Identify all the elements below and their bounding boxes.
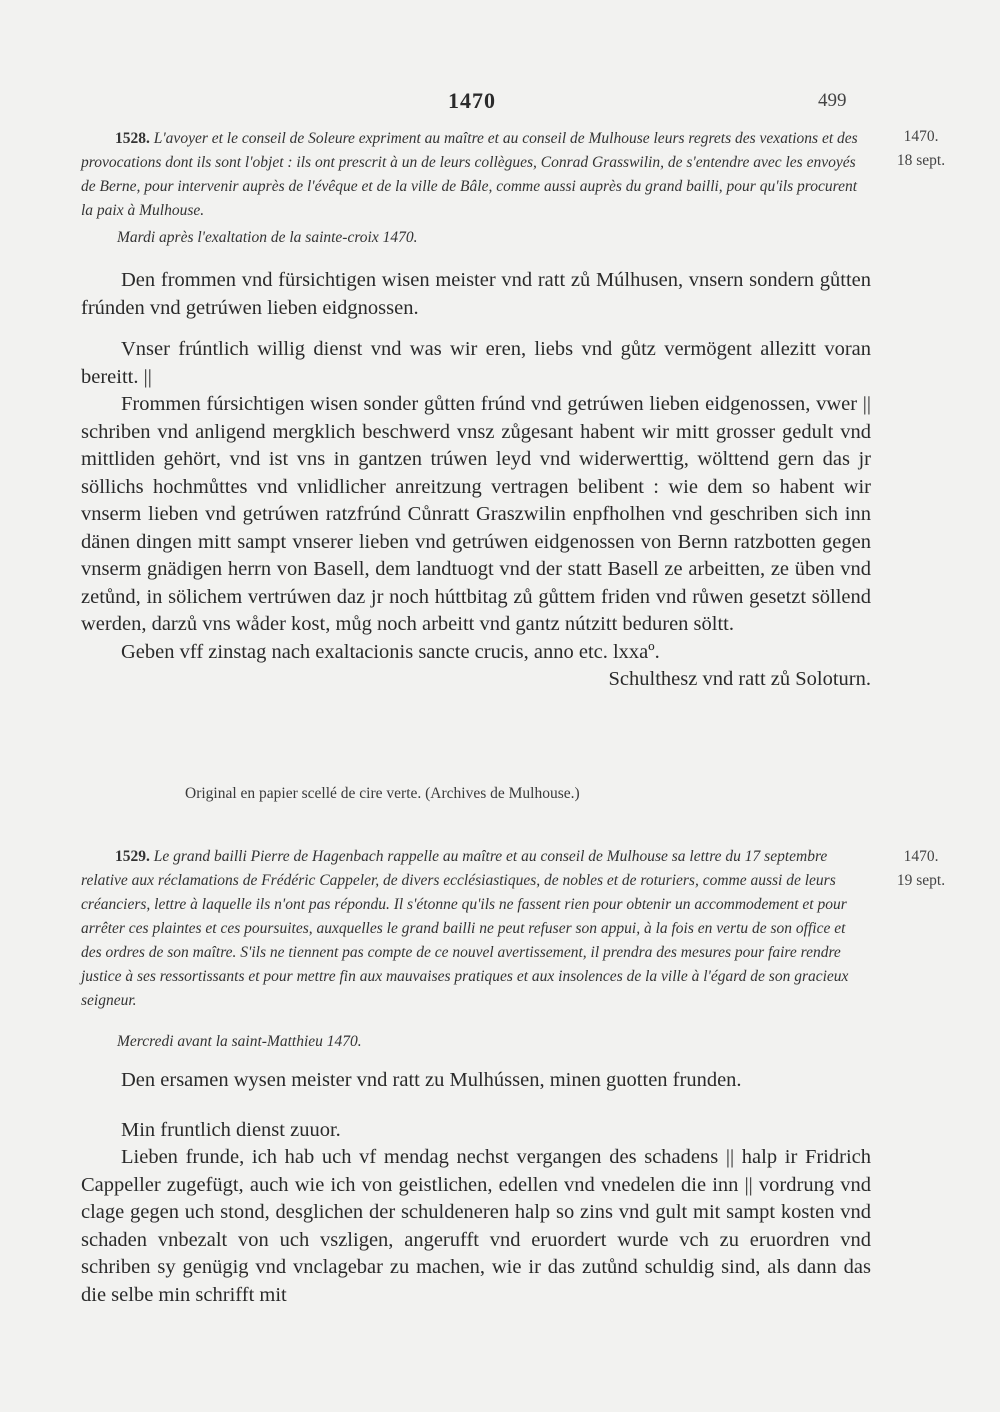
letter-address: Den ersamen wysen meister vnd ratt zu Mulhússen, minen guotten frunden. xyxy=(121,1069,742,1091)
document-number: 1529. xyxy=(115,848,150,865)
summary-1528 xyxy=(81,127,866,223)
letter-greeting: Vnser frúntlich willig dienst vnd was wir eren, liebs vnd gůtz vermögent allezitt voran bereitt. || xyxy=(81,338,871,388)
document-number: 1528. xyxy=(115,130,150,147)
margin-year: 1470. xyxy=(903,848,939,865)
letter-body: Frommen fúrsichtigen wisen sonder gůtten frúnd vnd getrúwen lieben eidgenossen, vwer || schriben vnd anligend mergklich beschwerd vnsz zůgesant habent wir mitt grosser gedult vnd mittliden gehört, vnd ist vns in gantzen trúwen leyd vnd widerwerttig, wölttend gern das jr söllichs hochmůttes vnd vnlidlicher anreitzung vertragen belibent : wie dem so habent wir vnserm lieben vnd getrúwen ratzfrúnd Cůnratt Graszwilin enpfholhen vnd geschriben sich inn dänen dingen mitt sampt vnserer lieben vnd getrúwen eidgenossen von Bernn ratzbotten gegen vnserm gnädigen herrn von Basell, dem landtuogt vnd der statt Basell ze arbeitten, ze üben vnd zetůnd, in sölichem vertrúwen daz jr noch húttbitag zů gůttem friden vnd růwen gesetzt söllend werden, darzů vns wåder kost, můg noch arbeitt vnd gantz nútzitt beduren söltt. xyxy=(81,393,871,635)
margin-year: 1470. xyxy=(903,128,939,145)
summary-text: L'avoyer et le conseil de Soleure expriment au maître et au conseil de Mulhouse leurs regrets des vexations et des provocations dont ils sont l'objet : ils ont prescrit à un de leurs collègues, Conrad Grasswilin, de s'entendre avec les envoyés de Berne, pour intervenir auprès de l'évêque et de la ville de Bâle, comme aussi auprès du grand bailli, pour qu'ils procurent la paix à Mulhouse. xyxy=(81,130,858,219)
margin-date-1529 xyxy=(886,845,956,893)
letter-greeting: Min fruntlich dienst zuuor. xyxy=(121,1118,341,1141)
date-line-1529: Mercredi avant la saint-Matthieu 1470. xyxy=(117,1033,362,1050)
source-note-1528: Original en papier scellé de cire verte. (Archives de Mulhouse.) xyxy=(185,785,580,802)
letter-1529 xyxy=(81,1067,871,1309)
margin-date-1528 xyxy=(886,125,956,173)
margin-day: 18 sept. xyxy=(896,152,946,169)
page-number: 499 xyxy=(818,90,847,111)
letter-signature: Schulthesz vnd ratt zů Soloturn. xyxy=(608,668,871,690)
summary-text: Le grand bailli Pierre de Hagenbach rappelle au maître et au conseil de Mulhouse sa lettre du 17 septembre relative aux réclamations de Frédéric Cappeler, de divers ecclésiastiques, de nobles et de roturiers, comme aussi de leurs créanciers, lettre à laquelle ils n'ont pas répondu. Il s'étonne qu'ils ne fassent rien pour obtenir un accommodement et pour arrêter ces plaintes et ces poursuites, auxquelles le grand bailli ne peut refuser son appui, à la fois en vertu de son office et des ordres de son maître. S'ils ne tiennent pas compte de ce nouvel avertissement, il prendra des mesures pour faire rendre justice à ses ressortissants et pour mettre fin aux mauvaises pratiques et aux insolences de la ville à l'égard de son gracieux seigneur. xyxy=(81,848,849,1009)
letter-address: Den frommen vnd fürsichtigen wisen meister vnd ratt zů Múlhusen, vnsern sondern gůtten frúnden vnd getrúwen lieben eidgnossen. xyxy=(81,269,871,319)
letter-dating: Geben vff zinstag nach exaltacionis sancte crucis, anno etc. lxxaº. xyxy=(121,640,660,663)
running-head-year: 1470 xyxy=(448,88,496,113)
margin-day: 19 sept. xyxy=(896,872,946,889)
letter-body: Lieben frunde, ich hab uch vf mendag nechst vergangen des schadens || halp ir Fridrich Cappeller zugefügt, auch wie ich von geistlichen, edellen vnd vnedelen die inn || vordrung vnd clage gegen uch stond, desglichen der schuldeneren halp so zins vnd gult mit sampt kosten vnd schaden vnbezalt von uch vszligen, angerufft vnd eruordert wurde vch zu eruordren vnd schriben sy genügig vnd vnclagebar zu machen, wie ir das zutůnd schuldig sind, als dann das die selbe min schrifft mit xyxy=(81,1146,871,1306)
date-line-1528: Mardi après l'exaltation de la sainte-croix 1470. xyxy=(117,229,418,246)
summary-1529 xyxy=(81,845,866,1013)
letter-1528 xyxy=(81,267,871,694)
